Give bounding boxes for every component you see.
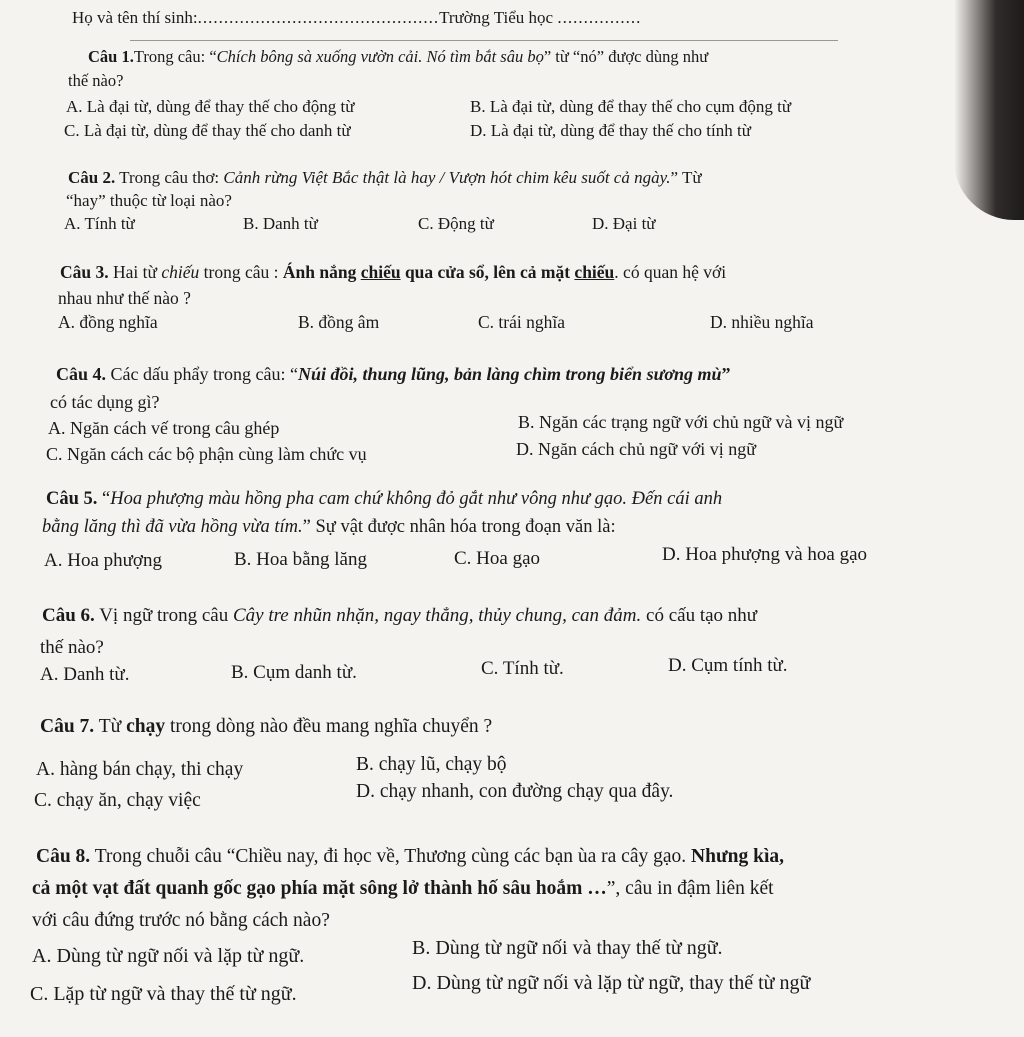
q3-line2: nhau như thế nào ? [58, 288, 191, 308]
q4-option-b: B. Ngăn các trạng ngữ với chủ ngữ và vị ngữ [518, 412, 844, 432]
q1-tail: ” từ “nó” được dùng như [543, 47, 709, 66]
q8-line3: với câu đứng trước nó bằng cách nào? [32, 910, 330, 931]
q2-line1 [68, 168, 702, 188]
q6-tail: có cấu tạo như [641, 605, 758, 626]
q1-option-d: D. Là đại từ, dùng để thay thế cho tính từ [470, 121, 751, 140]
q3-word: chiếu [161, 262, 200, 282]
q6-line2: thế nào? [40, 637, 104, 658]
q3-bold-underline-1: chiếu [360, 262, 401, 282]
q3-mid: trong câu : [199, 262, 283, 282]
q8-line1 [36, 846, 784, 868]
q6-line1 [42, 605, 757, 627]
q6-option-c: C. Tính từ. [481, 658, 564, 679]
q3-option-c: C. trái nghĩa [478, 312, 565, 332]
q2-option-d: D. Đại từ [592, 214, 656, 233]
q8-option-a: A. Dùng từ ngữ nối và lặp từ ngữ. [32, 945, 305, 967]
q8-line2 [32, 878, 774, 900]
q5-line2 [42, 517, 616, 538]
q6-lead: Vị ngữ trong câu [94, 605, 233, 626]
q4-line2: có tác dụng gì? [50, 392, 160, 412]
school-label: Trường Tiểu học [439, 8, 554, 27]
q5-number: Câu 5. [46, 489, 98, 509]
q8-lead: Trong chuỗi câu “Chiều nay, đi học về, Thương cùng các bạn ùa ra cây gạo. [90, 846, 692, 867]
q5-option-c: C. Hoa gạo [454, 548, 541, 569]
q8-number: Câu 8. [36, 846, 91, 867]
q3-bold-2: qua cửa sổ, lên cả mặt [400, 262, 575, 282]
q2-lead: Trong câu thơ: [115, 168, 224, 187]
q3-lead: Hai từ [108, 262, 162, 282]
q8-tail: ”, câu in đậm liên kết [606, 878, 774, 899]
q8-option-b: B. Dùng từ ngữ nối và thay thế từ ngữ. [412, 937, 723, 959]
name-label: Họ và tên thí sinh: [72, 8, 198, 27]
q2-option-b: B. Danh từ [243, 214, 318, 233]
q8-bold-1: Nhưng kìa, [691, 846, 785, 867]
q3-option-a: A. đồng nghĩa [58, 312, 158, 332]
q8-option-c: C. Lặp từ ngữ và thay thế từ ngữ. [30, 983, 297, 1005]
q4-tail: ” [721, 364, 731, 384]
name-dots: .............................................. [197, 8, 440, 27]
q7-lead: Từ [94, 716, 127, 737]
background-shadow [954, 0, 1024, 220]
q1-lead: Trong câu: “ [133, 47, 217, 66]
q6-option-a: A. Danh từ. [40, 664, 130, 685]
q3-bold-underline-2: chiếu [574, 262, 615, 282]
q7-tail: trong dòng nào đều mang nghĩa chuyển ? [165, 716, 493, 737]
q4-lead: Các dấu phẩy trong câu: “ [106, 364, 298, 384]
q4-number: Câu 4. [56, 364, 107, 384]
q6-quote: Cây tre nhũn nhặn, ngay thẳng, thủy chung, can đảm. [232, 605, 642, 626]
q3-option-d: D. nhiều nghĩa [710, 312, 814, 332]
q6-number: Câu 6. [42, 605, 95, 626]
q2-quote: Cảnh rừng Việt Bắc thật là hay / Vượn hót chim kêu suốt cả ngày. [223, 168, 671, 187]
q4-option-c: C. Ngăn cách các bộ phận cùng làm chức vụ [46, 444, 367, 464]
q4-option-d: D. Ngăn cách chủ ngữ với vị ngữ [516, 439, 756, 459]
q6-option-d: D. Cụm tính từ. [668, 655, 788, 676]
q7-option-c: C. chạy ăn, chạy việc [34, 790, 201, 811]
q5-option-b: B. Hoa bằng lăng [234, 549, 367, 570]
q2-tail: ” Từ [670, 168, 702, 187]
q2-option-a: A. Tính từ [64, 214, 135, 233]
q5-option-a: A. Hoa phượng [44, 550, 162, 571]
q1-quote: Chích bông sà xuống vườn cải. Nó tìm bắt sâu bọ [216, 47, 544, 66]
q3-line1 [60, 262, 726, 283]
q8-option-d: D. Dùng từ ngữ nối và lặp từ ngữ, thay thế từ ngữ [412, 972, 811, 994]
q5-quote-2: bằng lăng thì đã vừa hồng vừa tím. [42, 517, 303, 537]
q1-number: Câu 1. [88, 47, 134, 66]
q7-word: chạy [126, 716, 166, 737]
q7-option-a: A. hàng bán chạy, thi chạy [36, 759, 244, 780]
exam-header [72, 8, 641, 28]
q3-number: Câu 3. [60, 262, 109, 282]
header-divider [130, 40, 838, 41]
q1-option-b: B. Là đại từ, dùng để thay thế cho cụm động từ [470, 97, 792, 116]
q5-lead: “ [97, 489, 111, 509]
q3-bold-1: Ánh nắng [282, 262, 361, 282]
q8-bold-2: cả một vạt đất quanh gốc gạo phía mặt sông lở thành hố sâu hoắm … [32, 878, 607, 899]
q7-number: Câu 7. [40, 716, 95, 737]
q7-option-d: D. chạy nhanh, con đường chạy qua đây. [356, 781, 674, 802]
q2-option-c: C. Động từ [418, 214, 494, 233]
q5-tail: ” Sự vật được nhân hóa trong đoạn văn là: [302, 517, 616, 537]
school-dots: ................ [557, 8, 642, 27]
q2-number: Câu 2. [68, 168, 116, 187]
q1-option-c: C. Là đại từ, dùng để thay thế cho danh từ [64, 121, 351, 140]
q3-tail: . có quan hệ với [614, 262, 727, 282]
q7-option-b: B. chạy lũ, chạy bộ [356, 754, 507, 775]
q5-line1 [46, 489, 722, 510]
q4-option-a: A. Ngăn cách vế trong câu ghép [48, 418, 280, 438]
q4-line1 [56, 364, 731, 385]
q1-option-a: A. Là đại từ, dùng để thay thế cho động từ [66, 97, 355, 116]
q7-line1 [40, 716, 492, 738]
q3-option-b: B. đồng âm [298, 312, 380, 332]
q4-quote: Núi đồi, thung lũng, bản làng chìm trong biển sương mù [297, 364, 722, 384]
q2-line2: “hay” thuộc từ loại nào? [66, 191, 232, 210]
q6-option-b: B. Cụm danh từ. [231, 662, 357, 683]
q5-quote-1: Hoa phượng màu hồng pha cam chứ không đỏ gắt như vông như gạo. Đến cái anh [110, 489, 723, 509]
q1-line2: thế nào? [68, 71, 124, 90]
q1-line1 [88, 47, 708, 67]
q5-option-d: D. Hoa phượng và hoa gạo [662, 544, 868, 565]
